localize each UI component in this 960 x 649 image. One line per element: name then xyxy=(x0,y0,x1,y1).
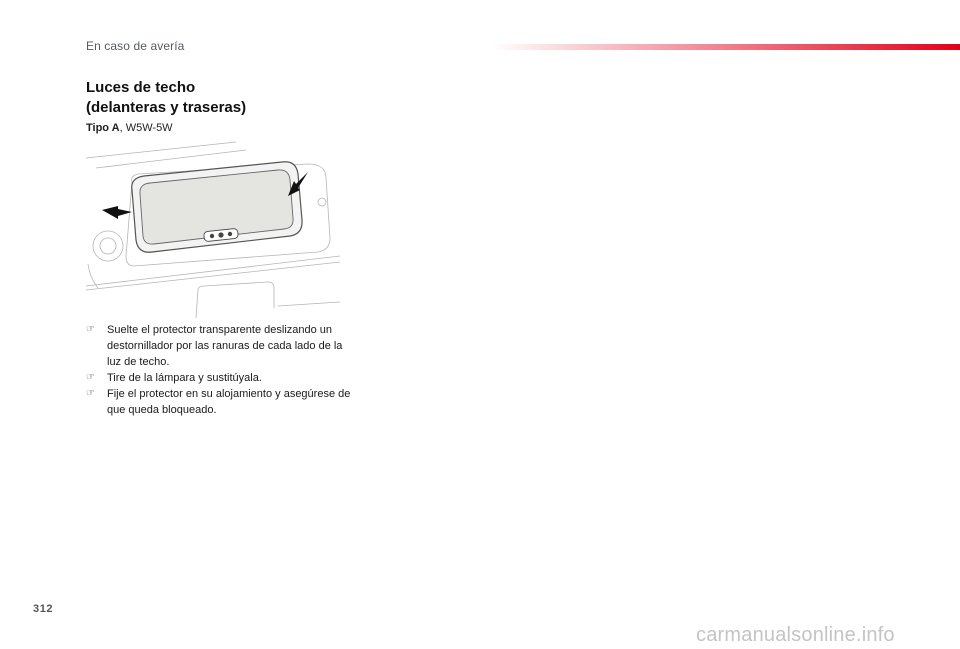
instruction-step xyxy=(86,322,356,370)
title-line-1: Luces de techo xyxy=(86,79,196,96)
instruction-text: Fije el protector en su alojamiento y asegúrese de que queda bloqueado. xyxy=(107,388,351,416)
side-knob xyxy=(93,231,123,261)
roof-panel-line-bottom xyxy=(86,256,340,290)
bulb-type xyxy=(86,122,173,134)
ceiling-light-illustration xyxy=(86,138,342,318)
instruction-text: Tire de la lámpara y sustitúyala. xyxy=(107,372,262,384)
watermark: carmanualsonline.info xyxy=(696,624,895,646)
instruction-list xyxy=(86,322,356,418)
page-title xyxy=(86,78,246,118)
title-line-2: (delanteras y traseras) xyxy=(86,99,247,116)
small-hole xyxy=(318,198,326,206)
pointing-hand-icon: ☞ xyxy=(86,388,95,399)
instruction-step xyxy=(86,386,356,418)
arrow-left xyxy=(102,206,132,219)
lower-trim xyxy=(196,282,340,318)
header-rule xyxy=(490,44,960,50)
instruction-text: Suelte el protector transparente deslizando un destornillador por las ranuras de cada lado de la luz de techo. xyxy=(107,324,343,368)
section-header: En caso de avería xyxy=(86,39,185,53)
bulb-type-value: , W5W-5W xyxy=(119,122,173,134)
pointing-hand-icon: ☞ xyxy=(86,372,95,383)
pointing-hand-icon: ☞ xyxy=(86,324,95,335)
instruction-step xyxy=(86,370,356,386)
bulb-type-label: Tipo A xyxy=(86,122,120,134)
roof-panel-line-top xyxy=(86,142,246,168)
page-number: 312 xyxy=(33,603,54,615)
